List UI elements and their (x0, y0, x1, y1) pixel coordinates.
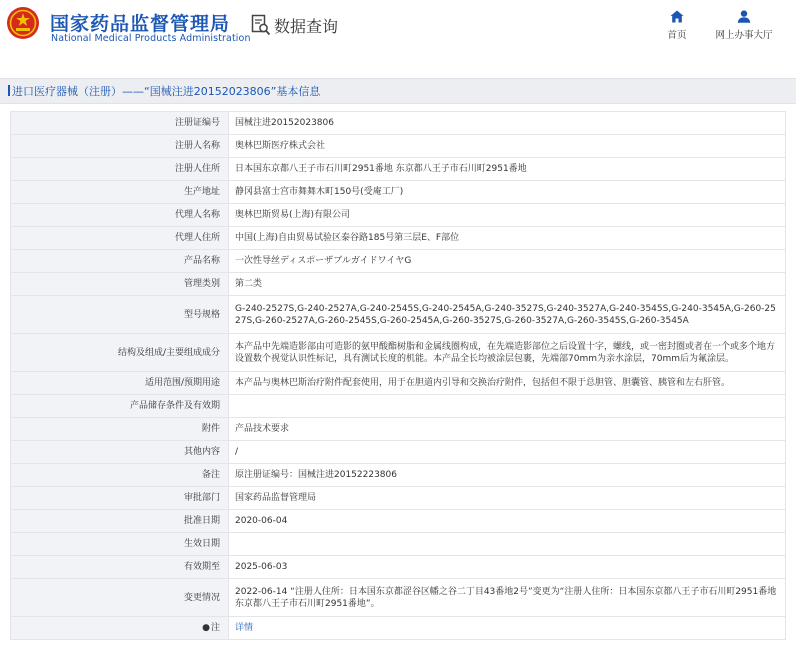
row-label: 其他内容 (11, 441, 229, 464)
row-label: 注册证编号 (11, 112, 229, 135)
row-label: 有效期至 (11, 556, 229, 579)
nav-home-label: 首页 (667, 30, 687, 41)
table-row (11, 334, 786, 372)
breadcrumb-text: 进口医疗器械（注册）——“国械注进20152023806”基本信息 (12, 85, 321, 98)
table-row (11, 487, 786, 510)
note-label: 注 (210, 623, 220, 633)
location-pin-icon: ● (202, 623, 210, 633)
row-value (229, 533, 786, 556)
row-label: 变更情况 (11, 579, 229, 617)
detail-table (10, 111, 786, 640)
table-row (11, 250, 786, 273)
national-emblem-icon (6, 6, 40, 40)
table-row (11, 227, 786, 250)
row-value: 本产品与奥林巴斯治疗附件配套使用，用于在胆道内引导和交换治疗附件，包括但不限于总胆管、胆囊管、胰管和左右肝管。 (229, 372, 786, 395)
row-label: 管理类别 (11, 273, 229, 296)
row-label: 结构及组成/主要组成成分 (11, 334, 229, 372)
site-title[interactable]: 国家药品监督管理局 (50, 13, 231, 35)
bar-marker-icon (8, 85, 10, 96)
row-label: 批准日期 (11, 510, 229, 533)
table-row (11, 181, 786, 204)
row-value: 产品技术要求 (229, 418, 786, 441)
table-row (11, 418, 786, 441)
row-value: 2025-06-03 (229, 556, 786, 579)
table-row (11, 135, 786, 158)
site-header (0, 0, 796, 62)
row-value: 原注册证编号：国械注进20152223806 (229, 464, 786, 487)
document-search-icon (251, 14, 271, 36)
row-value: 本产品中先端造影部由可造影的氨甲酸酯树脂和金属线圈构成，在先端造影部位之后设置十字，螺线，或一密封圈或者在一个或多个地方设置数个视觉认识性标记，具有测试长度的机能。本产品全长均被涂层包裹，先端部70mm为亲水涂层，70mm后为氟涂层。 (229, 334, 786, 372)
table-row (11, 395, 786, 418)
table-row (11, 441, 786, 464)
breadcrumb (8, 83, 320, 99)
table-row (11, 617, 786, 640)
table-row (11, 533, 786, 556)
row-label: 审批部门 (11, 487, 229, 510)
table-row (11, 204, 786, 227)
nav-online-hall-link[interactable] (712, 10, 776, 41)
row-label: 代理人住所 (11, 227, 229, 250)
nav-online-hall-label: 网上办事大厅 (715, 30, 773, 41)
row-value (229, 617, 786, 640)
row-value: 中国(上海)自由贸易试验区泰谷路185号第三层E、F部位 (229, 227, 786, 250)
row-label: 生产地址 (11, 181, 229, 204)
row-label: 备注 (11, 464, 229, 487)
row-value: 第二类 (229, 273, 786, 296)
row-value: 国械注进20152023806 (229, 112, 786, 135)
row-label: 代理人名称 (11, 204, 229, 227)
table-row (11, 556, 786, 579)
site-subtitle: National Medical Products Administration (51, 33, 251, 44)
table-row (11, 296, 786, 334)
table-row (11, 158, 786, 181)
data-query-title: 数据查询 (274, 17, 339, 36)
row-label: 适用范围/预期用途 (11, 372, 229, 395)
row-value: 奥林巴斯贸易(上海)有限公司 (229, 204, 786, 227)
row-label-note (11, 617, 229, 640)
row-label: 生效日期 (11, 533, 229, 556)
row-label: 产品名称 (11, 250, 229, 273)
row-value: 静冈县富士宫市舞舞木町150号(受庵工厂) (229, 181, 786, 204)
row-value: 奥林巴斯医疗株式会社 (229, 135, 786, 158)
row-label: 注册人名称 (11, 135, 229, 158)
row-value: / (229, 441, 786, 464)
row-label: 型号规格 (11, 296, 229, 334)
row-value (229, 395, 786, 418)
table-row (11, 579, 786, 617)
row-value: 2022-06-14 “注册人住所：日本国东京都涩谷区幡之谷二丁目43番地2号”变更为“注册人住所：日本国东京都八王子市石川町2951番地 东京都八王子市石川町2951番地”。 (229, 579, 786, 617)
row-label: 注册人住所 (11, 158, 229, 181)
row-value: 日本国东京都八王子市石川町2951番地 东京都八王子市石川町2951番地 (229, 158, 786, 181)
table-row (11, 112, 786, 135)
user-icon (737, 10, 751, 23)
details-link[interactable]: 详情 (235, 623, 254, 633)
row-label: 产品储存条件及有效期 (11, 395, 229, 418)
table-row (11, 464, 786, 487)
row-value: 国家药品监督管理局 (229, 487, 786, 510)
row-value: 一次性导丝ディスポーザブルガイドワイヤG (229, 250, 786, 273)
row-label: 附件 (11, 418, 229, 441)
row-value: G-240-2527S,G-240-2527A,G-240-2545S,G-240-2545A,G-240-3527S,G-240-3527A,G-240-3545S,G-240-3545A,G-260-2527S,G-260-2527A,G-260-2545S,G-260-2545A,G-260-3527S,G-260-3527A,G-260-3545S,G-260-3545A (229, 296, 786, 334)
table-row (11, 372, 786, 395)
table-row (11, 273, 786, 296)
nav-home-link[interactable] (662, 10, 692, 41)
home-icon (670, 10, 684, 23)
table-row (11, 510, 786, 533)
row-value: 2020-06-04 (229, 510, 786, 533)
breadcrumb-bar (0, 78, 796, 104)
